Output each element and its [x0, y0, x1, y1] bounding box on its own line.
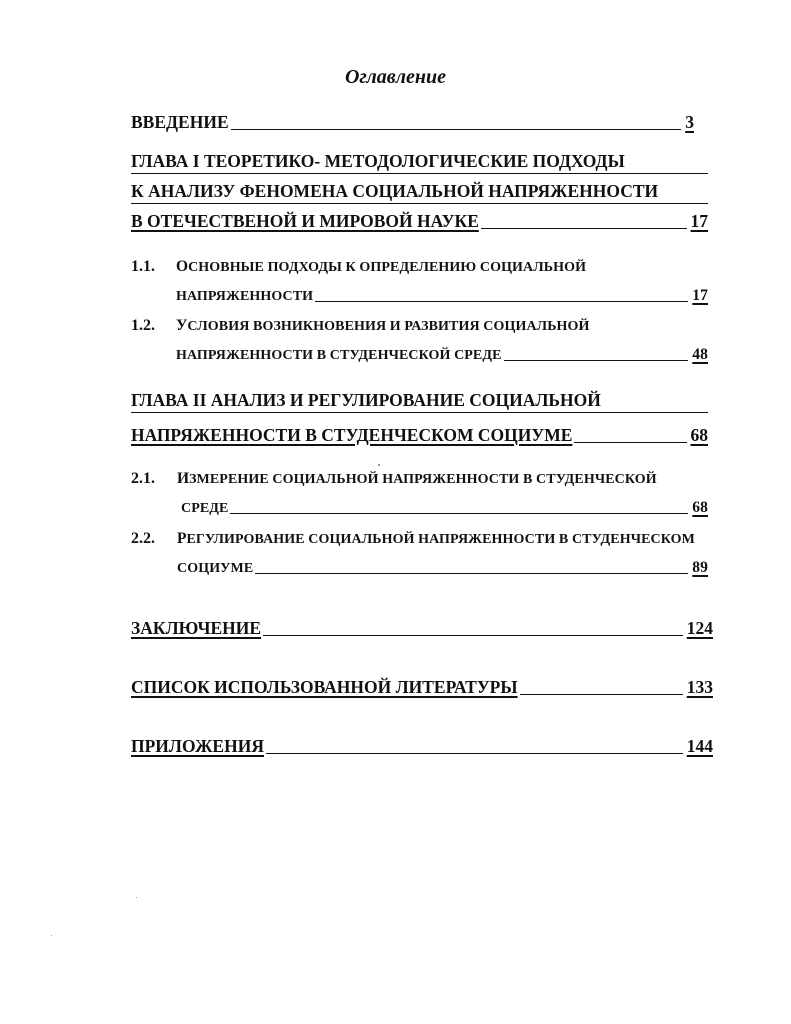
leader-line	[263, 635, 683, 636]
section-number: 1.1.	[131, 258, 155, 275]
toc-section-1-1-line2[interactable]	[176, 287, 708, 305]
toc-entry-page: 144	[686, 736, 713, 756]
toc-entry-references[interactable]	[131, 677, 713, 698]
section-page: 68	[692, 499, 708, 516]
section-title-line1: СЛОВИЯ ВОЗНИКНОВЕНИЯ И РАЗВИТИЯ СОЦИАЛЬНОЙ	[187, 319, 590, 334]
toc-section-2-2-line1[interactable]	[177, 530, 695, 548]
chapter1-title-line3: В ОТЕЧЕСТВЕНОЙ И МИРОВОЙ НАУКЕ	[131, 211, 479, 231]
toc-chapter2-line1[interactable]	[131, 390, 708, 413]
toc-section-2-2-line2[interactable]	[177, 559, 708, 577]
toc-entry-label: ЗАКЛЮЧЕНИЕ	[131, 618, 262, 638]
section-title-line2: НАПРЯЖЕННОСТИ	[176, 289, 314, 304]
section-page: 17	[692, 287, 708, 304]
toc-entry-page: 124	[686, 618, 713, 638]
leader-line	[230, 513, 688, 514]
chapter2-title-line2: НАПРЯЖЕННОСТИ В СТУДЕНЧЕСКОМ СОЦИУМЕ	[131, 425, 573, 445]
toc-entry-conclusion[interactable]	[131, 618, 713, 639]
toc-section-1-1-line1[interactable]	[176, 258, 586, 276]
toc-title: Оглавление	[344, 66, 446, 88]
section-title-line1: ЗМЕРЕНИЕ СОЦИАЛЬНОЙ НАПРЯЖЕННОСТИ В СТУДЕНЧЕСКОЙ	[189, 472, 657, 487]
toc-section-2-1-line2[interactable]	[181, 499, 708, 517]
toc-section-2-1-line1[interactable]	[177, 470, 657, 488]
leader-line	[504, 360, 689, 361]
toc-entry-page: 133	[686, 677, 713, 697]
section-number: 2.1.	[131, 470, 155, 487]
section-title-line1: ЕГУЛИРОВАНИЕ СОЦИАЛЬНОЙ НАПРЯЖЕННОСТИ В СТУДЕНЧЕСКОМ	[186, 532, 695, 547]
leader-line	[231, 129, 682, 130]
section-page: 89	[692, 559, 708, 576]
toc-entry-page: 3	[685, 112, 694, 132]
toc-chapter2-line2[interactable]	[131, 425, 708, 446]
toc-entry-appendices[interactable]	[131, 736, 713, 757]
toc-entry-intro[interactable]	[131, 112, 708, 133]
section-page: 48	[692, 346, 708, 363]
leader-line	[315, 301, 688, 302]
leader-line	[574, 442, 686, 443]
scan-speck	[378, 464, 380, 466]
toc-entry-label: СПИСОК ИСПОЛЬЗОВАННОЙ ЛИТЕРАТУРЫ	[131, 677, 518, 697]
toc-chapter1-line2[interactable]	[131, 181, 708, 204]
leader-line	[255, 573, 688, 574]
section-initial: У	[176, 317, 188, 334]
toc-section-1-2-line2[interactable]	[176, 346, 708, 364]
toc-chapter1-line3[interactable]	[131, 211, 708, 232]
chapter2-title-line1: ГЛАВА II АНАЛИЗ И РЕГУЛИРОВАНИЕ СОЦИАЛЬНОЙ	[131, 390, 601, 410]
chapter1-page: 17	[690, 211, 708, 231]
scan-speck	[51, 935, 52, 936]
section-initial: Р	[177, 530, 187, 547]
chapter2-page: 68	[690, 425, 708, 445]
toc-entry-label: ПРИЛОЖЕНИЯ	[131, 736, 264, 756]
section-initial: И	[177, 470, 190, 487]
section-title-line2: СОЦИУМЕ	[177, 561, 254, 576]
leader-line	[481, 228, 687, 229]
chapter1-title-line2: К АНАЛИЗУ ФЕНОМЕНА СОЦИАЛЬНОЙ НАПРЯЖЕННОСТИ	[131, 181, 659, 201]
section-number: 2.2.	[131, 530, 155, 547]
toc-chapter1-line1[interactable]	[131, 151, 708, 174]
chapter1-title-line1: ГЛАВА I ТЕОРЕТИКО- МЕТОДОЛОГИЧЕСКИЕ ПОДХОДЫ	[131, 151, 625, 171]
toc-section-1-2-line1[interactable]	[176, 317, 590, 335]
section-initial: О	[176, 258, 189, 275]
section-title-line1: СНОВНЫЕ ПОДХОДЫ К ОПРЕДЕЛЕНИЮ СОЦИАЛЬНОЙ	[188, 260, 587, 275]
scan-speck	[136, 897, 137, 898]
toc-entry-label: ВВЕДЕНИЕ	[131, 112, 229, 132]
section-title-line2: НАПРЯЖЕННОСТИ В СТУДЕНЧЕСКОЙ СРЕДЕ	[176, 348, 502, 363]
leader-line	[520, 694, 683, 695]
leader-line	[266, 753, 683, 754]
section-number: 1.2.	[131, 317, 155, 334]
section-title-line2: СРЕДЕ	[181, 501, 229, 516]
